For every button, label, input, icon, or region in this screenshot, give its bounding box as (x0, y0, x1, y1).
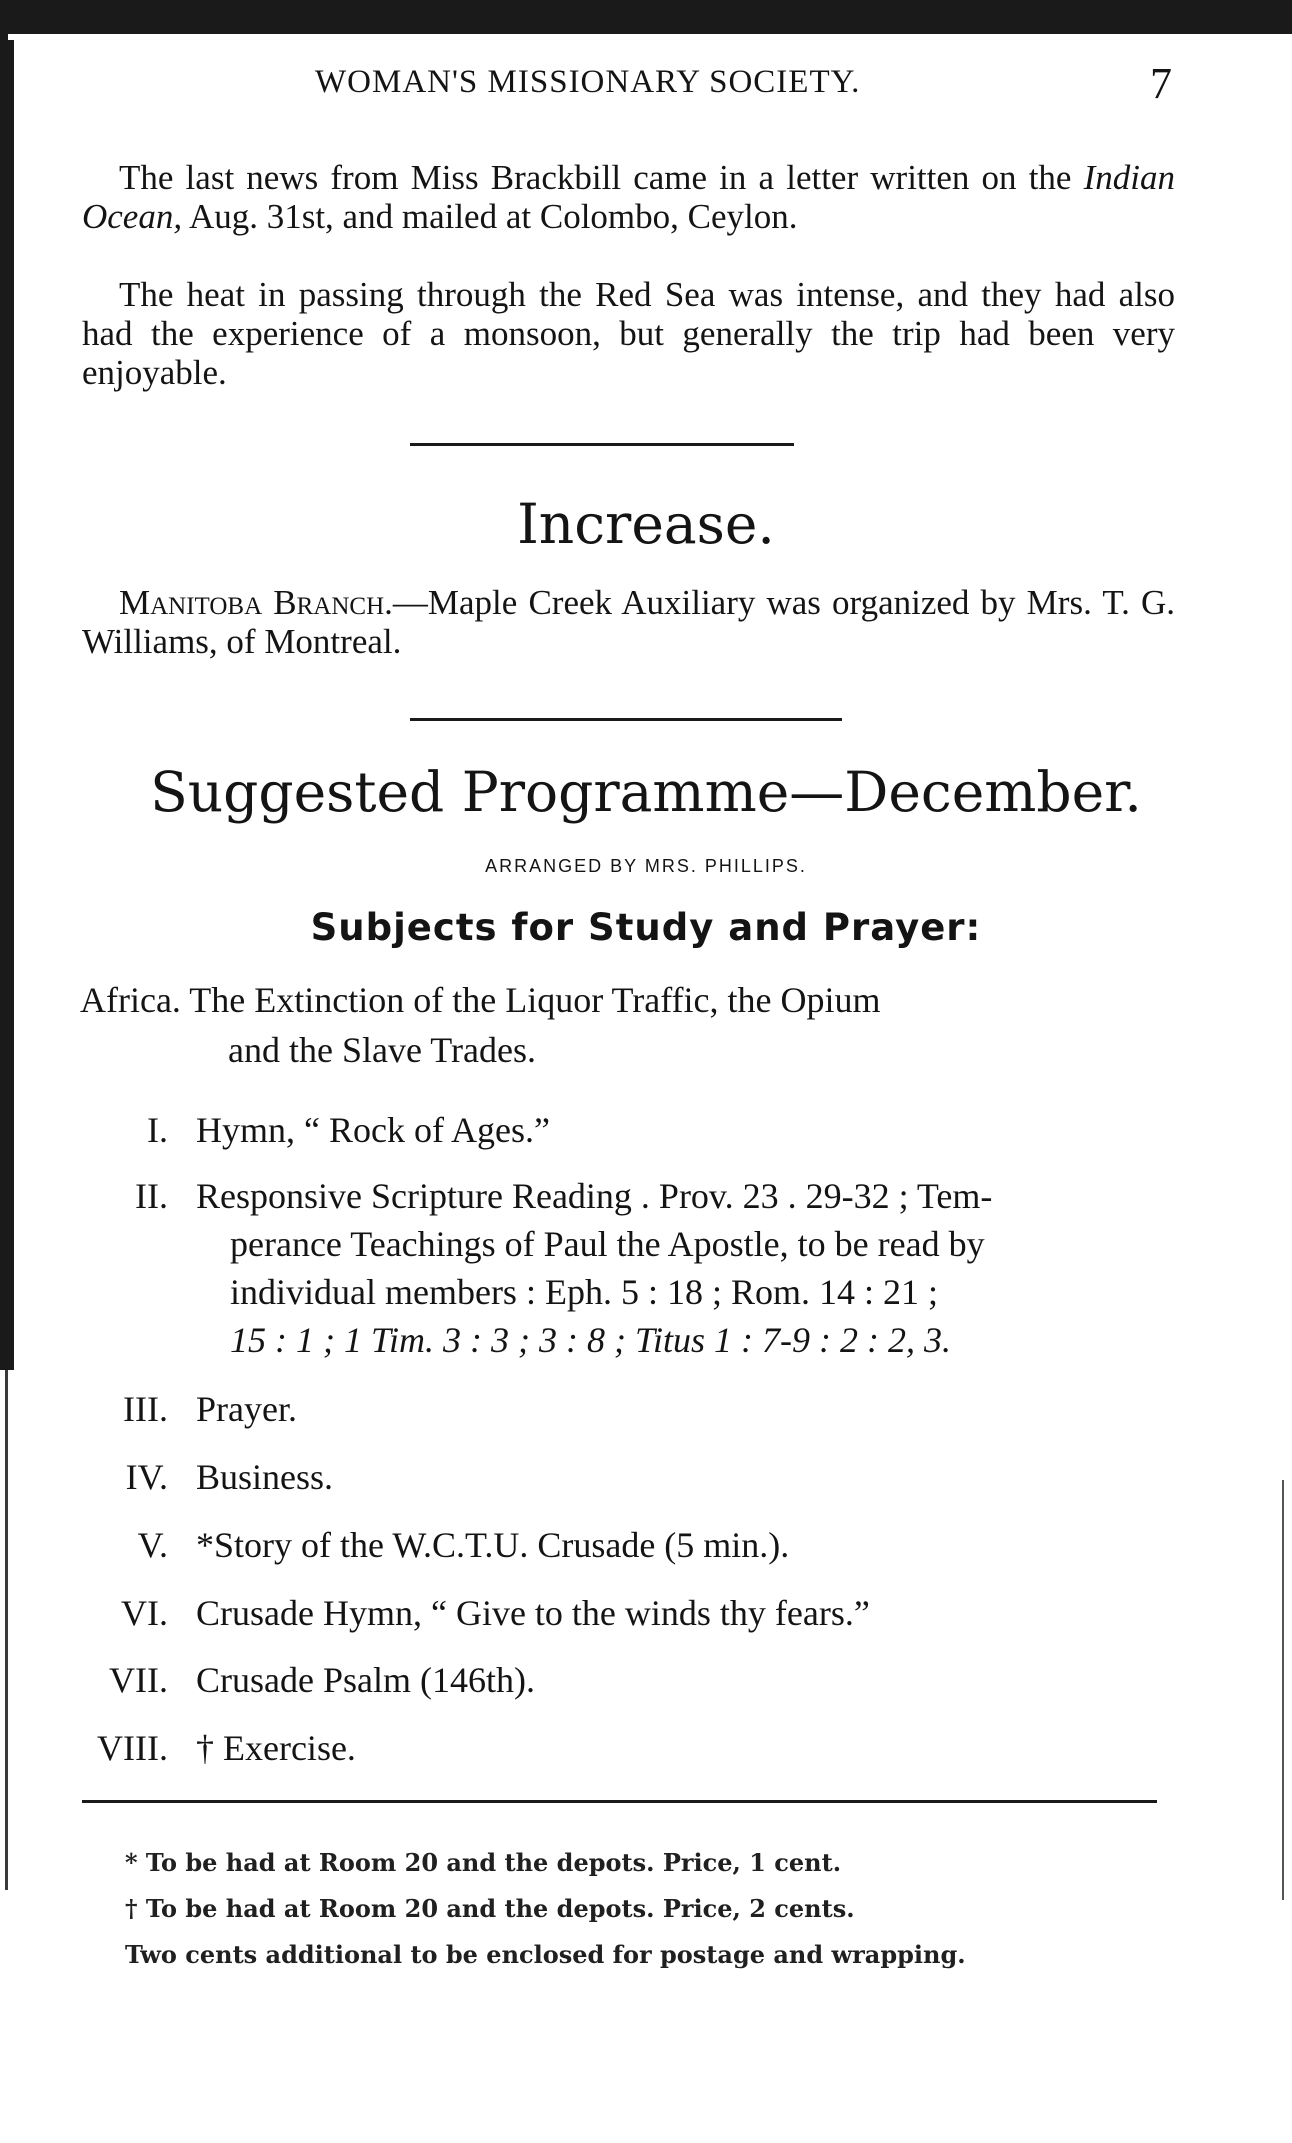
item-text-block (196, 1106, 1175, 1154)
branch-name: Manitoba Branch. (119, 583, 393, 622)
running-head (90, 58, 1180, 108)
scan-left-border (0, 40, 14, 1370)
footnote-3: Two cents additional to be enclosed for postage and wrapping. (125, 1940, 966, 1969)
item-text-block (196, 1172, 1175, 1364)
item-text-cont: individual members : Eph. 5 : 18 ; Rom. 14 : 21 ; (230, 1272, 938, 1312)
item-numeral: VII. (109, 1660, 168, 1700)
scan-left-border-thin (5, 1370, 8, 1890)
increase-heading: Increase. (517, 492, 775, 556)
item-numeral: IV. (125, 1457, 168, 1497)
programme-heading: Suggested Programme—December. (150, 760, 1142, 824)
topic-line-2: and the Slave Trades. (228, 1030, 536, 1070)
item-text-cont: perance Teachings of Paul the Apostle, to be read by (230, 1224, 985, 1264)
news-text-1-rest: Aug. 31st, and mailed at Colombo, Ceylon. (188, 197, 798, 236)
footnote-divider (82, 1800, 1157, 1803)
item-text: Responsive Scripture Reading . Prov. 23 . 29-32 ; Tem- (196, 1176, 993, 1216)
news-paragraph-2 (82, 275, 1175, 392)
item-numeral: VI. (121, 1593, 168, 1633)
subjects-heading: Subjects for Study and Prayer: (310, 906, 982, 949)
scan-right-speck (1282, 1480, 1284, 1900)
page-number: 7 (1150, 59, 1172, 108)
item-text: Crusade Hymn, “ Give to the winds thy fears.” (196, 1593, 870, 1633)
item-text-block (196, 1521, 1175, 1569)
item-text-cont: 15 : 1 ; 1 Tim. 3 : 3 ; 3 : 8 ; Titus 1 : 7-9 : 2 : 2, 3. (230, 1320, 951, 1360)
running-title: WOMAN'S MISSIONARY SOCIETY. (315, 64, 861, 100)
section-divider-2 (410, 718, 842, 721)
item-text-block (196, 1724, 1175, 1772)
item-text: † Exercise. (196, 1728, 356, 1768)
news-paragraph-1 (82, 158, 1175, 236)
scan-top-gap (8, 34, 1292, 48)
item-numeral: V. (137, 1525, 168, 1565)
footnotes (125, 1840, 1185, 1978)
news-text-1: The last news from Miss Brackbill came in a letter written on the (119, 158, 1072, 197)
increase-paragraph (82, 583, 1175, 661)
topic-line-1: Africa. The Extinction of the Liquor Traffic, the Opium (80, 980, 881, 1020)
study-topic (80, 975, 1175, 1075)
footnote-2: † To be had at Room 20 and the depots. Price, 2 cents. (125, 1894, 855, 1923)
item-numeral: III. (123, 1389, 168, 1429)
item-text-block (196, 1656, 1175, 1704)
news-text-2: The heat in passing through the Red Sea was intense, and they had also had the experience of a monsoon, but generally the trip had been very enjoyable. (82, 275, 1175, 392)
item-text: Hymn, “ Rock of Ages.” (196, 1110, 550, 1150)
item-numeral: II. (135, 1176, 168, 1216)
arranged-by: ARRANGED BY MRS. PHILLIPS. (485, 856, 807, 876)
item-numeral: I. (147, 1110, 168, 1150)
item-text-block (196, 1385, 1175, 1433)
item-text-block (196, 1589, 1175, 1637)
item-text-block (196, 1453, 1175, 1501)
item-text: *Story of the W.C.T.U. Crusade (5 min.). (196, 1525, 790, 1565)
item-text: Crusade Psalm (146th). (196, 1660, 535, 1700)
section-divider-1 (410, 443, 794, 446)
item-numeral: VIII. (97, 1728, 168, 1768)
increase-text: —Maple Creek Auxiliary was organized by Mrs. T. G. Williams, of Montreal. (82, 583, 1176, 661)
item-text: Prayer. (196, 1389, 297, 1429)
footnote-1: * To be had at Room 20 and the depots. Price, 1 cent. (125, 1848, 842, 1877)
ship-name: Indian Ocean, (82, 158, 1175, 236)
item-text: Business. (196, 1457, 334, 1497)
